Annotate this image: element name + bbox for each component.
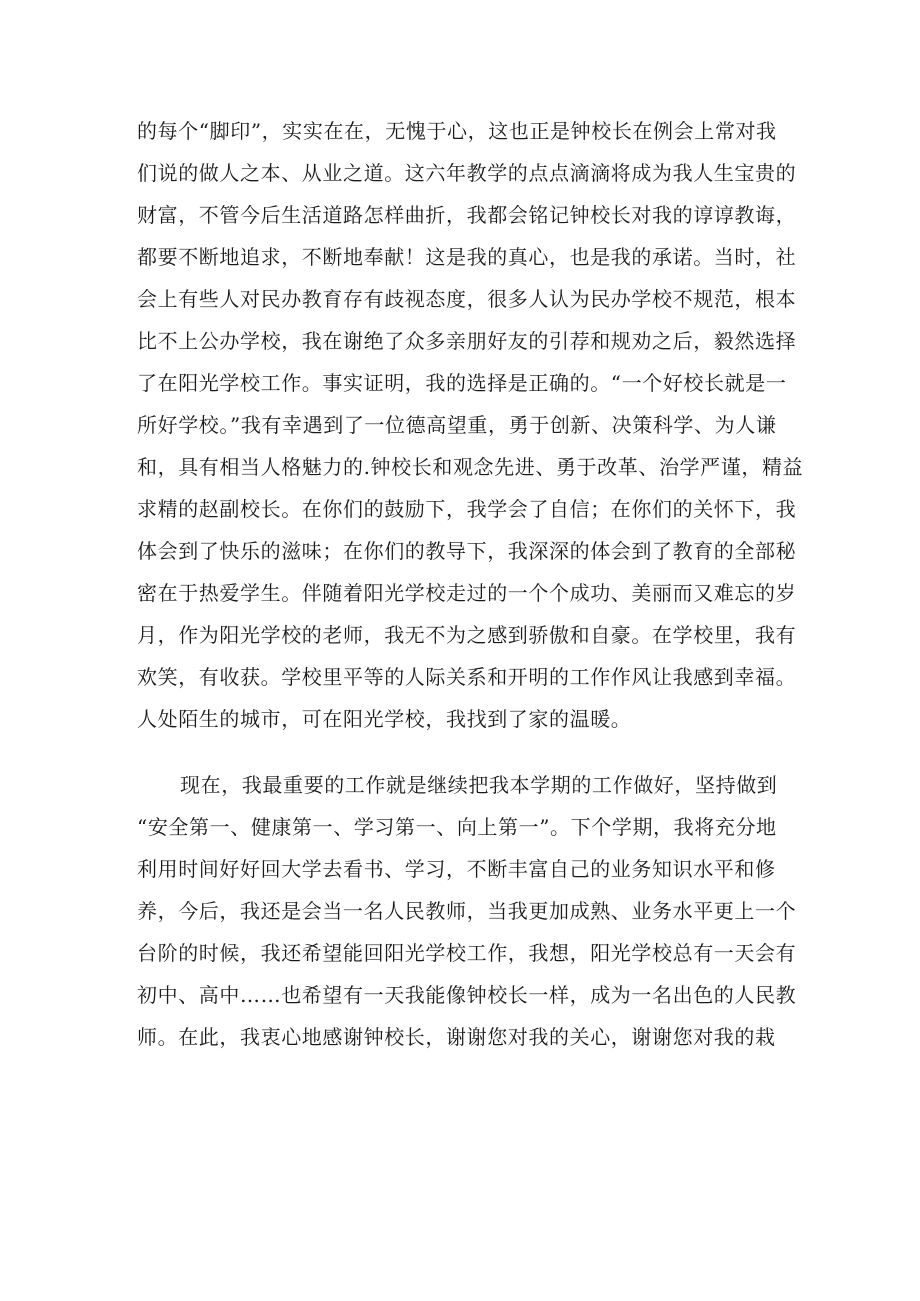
- body-text: [137, 110, 804, 1058]
- text-line: 密在于热爱学生。伴随着阳光学校走过的一个个成功、美丽而又难忘的岁: [137, 581, 797, 605]
- text-line: 台阶的时候，我还希望能回阳光学校工作，我想，阳光学校总有一天会有: [137, 941, 797, 965]
- text-line-indented: 现在，我最重要的工作就是继续把我本学期的工作做好，坚持做到: [180, 773, 778, 797]
- text-line: 了在阳光学校工作。事实证明，我的选择是正确的。“一个好校长就是一: [137, 371, 787, 395]
- text-line: 所好学校。”我有幸遇到了一位德高望重，勇于创新、决策科学、为人谦: [137, 413, 777, 437]
- text-line: “安全第一、健康第一、学习第一、向上第一”。下个学期，我将充分地: [137, 815, 777, 839]
- text-line: 体会到了快乐的滋味；在你们的教导下，我深深的体会到了教育的全部秘: [137, 539, 797, 563]
- paragraph-2: [137, 764, 797, 1058]
- paragraph-spacer: [137, 740, 787, 764]
- text-line: 初中、高中……也希望有一天我能像钟校长一样，成为一名出色的人民教: [137, 983, 797, 1007]
- text-line: 月，作为阳光学校的老师，我无不为之感到骄傲和自豪。在学校里，我有: [137, 623, 797, 647]
- text-line: 养，今后，我还是会当一名人民教师，当我更加成熟、业务水平更上一个: [137, 899, 797, 923]
- text-line: 们说的做人之本、从业之道。这六年教学的点点滴滴将成为我人生宝贵的: [137, 161, 797, 185]
- text-line: 师。在此，我衷心地感谢钟校长，谢谢您对我的关心，谢谢您对我的栽: [137, 1025, 776, 1049]
- text-line: 财富，不管今后生活道路怎样曲折，我都会铭记钟校长对我的谆谆教诲，: [137, 203, 797, 227]
- text-line: 的每个“脚印”，实实在在，无愧于心，这也正是钟校长在例会上常对我: [137, 119, 777, 143]
- text-line: 比不上公办学校，我在谢绝了众多亲朋好友的引荐和规劝之后，毅然选择: [137, 329, 797, 353]
- text-line: 和，具有相当人格魅力的.钟校长和观念先进、勇于改革、治学严谨，精益: [137, 455, 804, 479]
- text-line: 求精的赵副校长。在你们的鼓励下，我学会了自信；在你们的关怀下，我: [137, 497, 797, 521]
- text-line: 利用时间好好回大学去看书、学习，不断丰富自己的业务知识水平和修: [137, 857, 776, 881]
- text-line: 人处陌生的城市，可在阳光学校，我找到了家的温暖。: [137, 707, 632, 731]
- text-line: 欢笑，有收获。学校里平等的人际关系和开明的工作作风让我感到幸福。: [137, 665, 797, 689]
- text-line: 都要不断地追求，不断地奉献！这是我的真心，也是我的承诺。当时，社: [137, 245, 797, 269]
- text-line: 会上有些人对民办教育存有歧视态度，很多人认为民办学校不规范，根本: [137, 287, 797, 311]
- paragraph-1: [137, 110, 804, 740]
